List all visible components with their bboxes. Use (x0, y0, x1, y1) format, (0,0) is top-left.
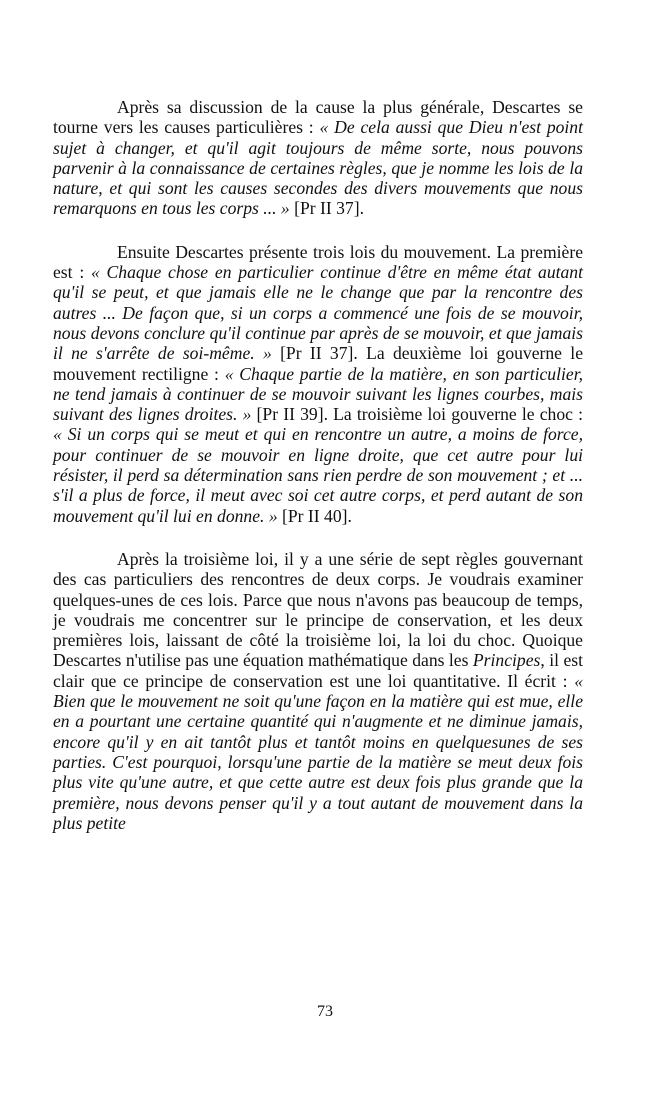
paragraph-1-quote: « De cela aussi que Dieu n'est point sujet à changer, et qu'il agit toujours de même sorte, nous pouvons parvenir à la connaissance de certaines règles, que je nomme les lois de la nature, et qui sont les causes secondes des divers mouvements que nous remarquons en tous les corps ... » (53, 117, 583, 219)
paragraph-2 (53, 242, 583, 526)
paragraph-3-text-1: Après la troisième loi, il y a une série de sept règles gouvernant des cas particuliers des rencontres de deux corps. Je voudrais examiner quelques-unes de ces lois. Parce que nous n'avons pas beaucoup de temps, je voudrais me concentrer sur le principe de conservation, et les deux premières lois, laissant de côté la troisième loi, la loi du choc. Quoique Descartes n'utilise pas une équation mathématique dans les (53, 548, 583, 671)
paragraph-1 (53, 97, 583, 219)
paragraph-2-reference: [Pr II 40]. (277, 505, 352, 526)
paragraph-2-text-1: Ensuite Descartes présente trois lois du mouvement. La première est : (53, 241, 583, 283)
paragraph-3-book-title: Principes (472, 650, 541, 671)
paragraph-3-text-2: , il est clair que ce principe de conservation est une loi quantitative. Il écrit : (53, 650, 583, 691)
page-number: 73 (317, 1003, 333, 1020)
paragraph-2-text-3: [Pr II 39]. La troisième loi gouverne le choc : (251, 404, 583, 425)
paragraph-2-quote-3: « Si un corps qui se meut et qui en rencontre un autre, a moins de force, pour continuer de se mouvoir en ligne droite, que cet autre pour lui résister, il perd sa détermination sans rien perdre de son mouvement ; et ... s'il a plus de force, il meut avec soi cet autre corps, et perd autant de son mouvement qu'il lui en donne. » (53, 424, 583, 526)
paragraph-2-quote-2: « Chaque partie de la matière, en son particulier, ne tend jamais à continuer de se mouvoir suivant les lignes courbes, mais suivant des lignes droites. » (53, 363, 583, 425)
page-body (53, 97, 583, 856)
paragraph-1-reference: [Pr II 37]. (289, 198, 364, 219)
paragraph-3-quote: « Bien que le mouvement ne soit qu'une façon en la matière qui est mue, elle en a pourtant une certaine quantité qui n'augmente et ne diminue jamais, encore qu'il y en ait tantôt plus et tantôt moins en quelquesunes de ses parties. C'est pourquoi, lorsqu'une partie de la matière se meut deux fois plus vite qu'une autre, et que cette autre est deux fois plus grande que la première, nous devons penser qu'il y a tout autant de mouvement dans la plus petite (53, 670, 583, 833)
paragraph-3 (53, 549, 583, 833)
paragraph-1-text: Après sa discussion de la cause la plus générale, Descartes se tourne vers les causes particulières : (53, 97, 583, 138)
paragraph-2-quote-1: « Chaque chose en particulier continue d'être en même état autant qu'il se peut, et que jamais elle ne le change que par la rencontre des autres ... De façon que, si un corps a commencé une fois de se mouvoir, nous devons conclure qu'il continue par après de se mouvoir, et que jamais il ne s'arrête de soi-même. » (53, 262, 583, 364)
paragraph-2-text-2: [Pr II 37]. La deuxième loi gouverne le mouvement rectiligne : (53, 343, 584, 384)
